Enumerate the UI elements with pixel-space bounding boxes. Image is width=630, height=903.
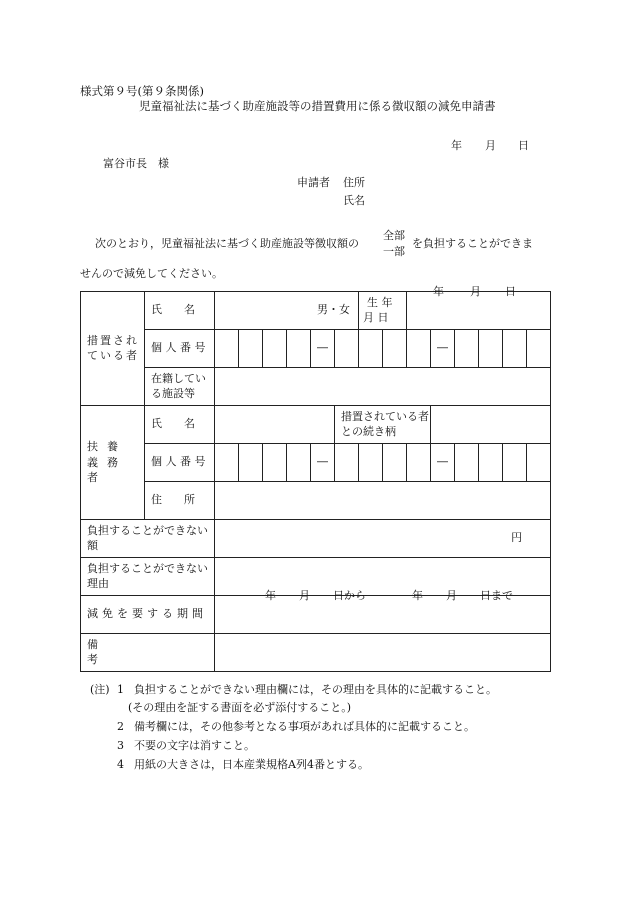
facility-label: 在籍している施設等 <box>145 368 215 406</box>
addressee: 富谷市長 様 <box>103 157 169 170</box>
remarks-field[interactable] <box>215 634 551 672</box>
reason-label: 負担することができない理由 <box>81 558 215 596</box>
id-digit-cell[interactable] <box>407 330 431 368</box>
notes-prefix: (注) <box>90 683 110 696</box>
id-digit-cell[interactable] <box>239 444 263 482</box>
id-digit-cell[interactable] <box>383 444 407 482</box>
date-month: 月 <box>485 139 496 152</box>
date-day: 日 <box>518 139 529 152</box>
period-field[interactable]: 年 月 日から 年 月 日まで <box>215 596 551 634</box>
body-line1-pre: 次のとおり，児童福祉法に基づく助産施設等徴収額の <box>95 237 359 250</box>
id-digit-cell[interactable] <box>335 444 359 482</box>
note-number: 1 <box>117 683 124 696</box>
id-digit-cell[interactable] <box>263 444 287 482</box>
id-digit-cell[interactable] <box>215 444 239 482</box>
id-digit-cell[interactable] <box>335 330 359 368</box>
application-table <box>80 285 551 672</box>
note-text: 用紙の大きさは，日本産業規格A列4番とする。 <box>134 758 369 771</box>
document-title: 児童福祉法に基づく助産施設等の措置費用に係る徴収額の減免申請書 <box>139 99 496 113</box>
note-number: 4 <box>117 758 124 771</box>
option-part: 一部 <box>383 245 405 258</box>
measured-person-label: 措置されている者 <box>81 292 145 406</box>
measured-name-label: 氏 名 <box>145 292 215 330</box>
note-text: 負担することができない理由欄には，その理由を具体的に記載すること。 <box>134 683 497 696</box>
note-text: (その理由を証する書面を必ず添付すること。) <box>128 701 352 714</box>
period-label: 減免を要する期間 <box>81 596 215 634</box>
id-digit-cell[interactable] <box>383 330 407 368</box>
id-separator: ― <box>311 444 335 482</box>
id-digit-cell[interactable] <box>359 330 383 368</box>
note-number: 3 <box>117 739 124 752</box>
id-digit-cell[interactable] <box>287 444 311 482</box>
amount-label: 負担することができない額 <box>81 520 215 558</box>
guardian-label: 扶養義務者 <box>81 406 145 520</box>
guardian-address-field[interactable] <box>215 482 551 520</box>
applicant-address-label: 住所 <box>343 176 365 189</box>
id-digit-cell[interactable] <box>455 444 479 482</box>
form-number: 様式第９号(第９条関係) <box>80 84 204 98</box>
amount-field[interactable] <box>215 520 551 558</box>
note-number: 2 <box>117 720 124 733</box>
birth-date-field[interactable]: 年 月 日 <box>407 292 551 330</box>
applicant-name-label: 氏名 <box>343 194 365 207</box>
guardian-address-label: 住 所 <box>145 482 215 520</box>
body-line1-post: を負担することができま <box>412 237 533 250</box>
gender-option[interactable]: 男・女 <box>317 303 350 317</box>
measured-id-label: 個 人 番 号 <box>145 330 215 368</box>
id-digit-cell[interactable] <box>527 330 551 368</box>
option-all: 全部 <box>383 229 405 242</box>
guardian-id-label: 個 人 番 号 <box>145 444 215 482</box>
id-digit-cell[interactable] <box>287 330 311 368</box>
id-separator: ― <box>311 330 335 368</box>
body-line2: せんので減免してください。 <box>80 267 223 280</box>
id-digit-cell[interactable] <box>479 330 503 368</box>
note-text: 備考欄には，その他参考となる事項があれば具体的に記載すること。 <box>134 720 475 733</box>
id-digit-cell[interactable] <box>239 330 263 368</box>
remarks-label: 備 考 <box>81 634 215 672</box>
id-digit-cell[interactable] <box>479 444 503 482</box>
id-digit-cell[interactable] <box>455 330 479 368</box>
relation-label: 措置されている者との続き柄 <box>335 406 431 444</box>
id-digit-cell[interactable] <box>503 444 527 482</box>
id-digit-cell[interactable] <box>407 444 431 482</box>
relation-field[interactable] <box>431 406 551 444</box>
guardian-name-label: 氏 名 <box>145 406 215 444</box>
id-separator: ― <box>431 444 455 482</box>
applicant-label: 申請者 <box>297 176 330 189</box>
date-year: 年 <box>451 139 462 152</box>
id-digit-cell[interactable] <box>215 330 239 368</box>
measured-name-field[interactable] <box>215 292 359 330</box>
id-separator: ― <box>431 330 455 368</box>
yen-unit: 円 <box>511 531 523 545</box>
id-digit-cell[interactable] <box>503 330 527 368</box>
id-digit-cell[interactable] <box>527 444 551 482</box>
id-digit-cell[interactable] <box>359 444 383 482</box>
birth-label: 生 年 月 日 <box>359 292 407 330</box>
note-text: 不要の文字は消すこと。 <box>134 739 255 752</box>
facility-field[interactable] <box>215 368 551 406</box>
guardian-name-field[interactable] <box>215 406 335 444</box>
id-digit-cell[interactable] <box>263 330 287 368</box>
